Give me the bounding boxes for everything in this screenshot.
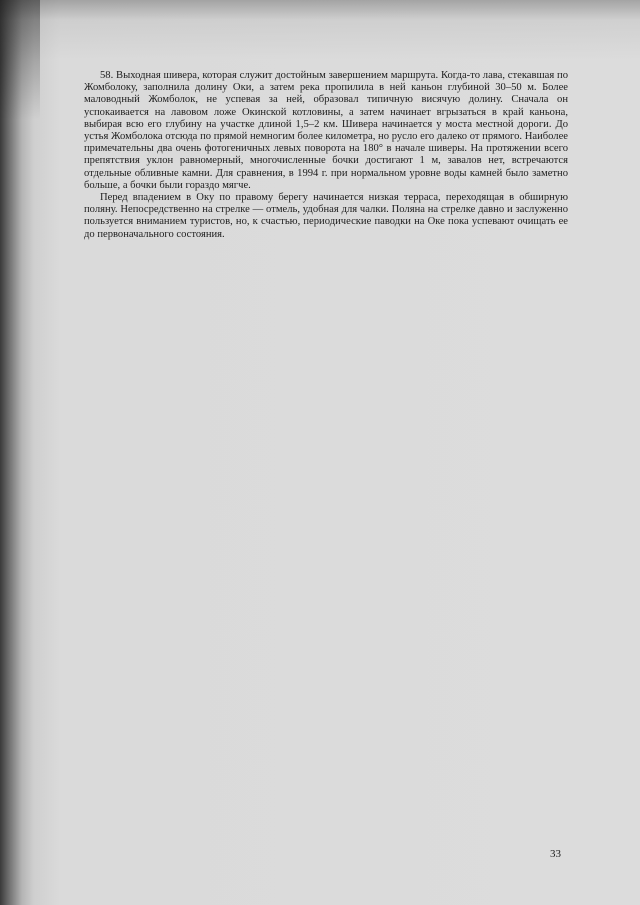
paragraph-1: 58. Выходная шивера, которая служит достойным завершением маршрута. Когда-то лава, стекавшая по Жомболоку, заполнила долину Оки, а затем река пропилила в ней каньон глубиной 30–50 м. Более маловодный Жомболок, не успевая за ней, образовал типичную висячую долину. Сначала он успокаивается на лавовом ложе Окинской котловины, а затем начинает вгрызаться в край каньона, выбирая всю его глубину на участке длиной 1,5–2 км. Шивера начинается у моста местной дороги. До устья Жомболока отсюда по прямой немногим более километра, но русло его далеко от прямого. Наиболее примечательны два очень фотогеничных левых поворота на 180° в начале шиверы. На протяжении всего препятствия уклон равномерный, многочисленные бочки достигают 1 м, завалов нет, встречаются отдельные обливные камни. Для сравнения, в 1994 г. при нормальном уровне воды камней было заметно больше, а бочки были гораздо мягче. — [84, 70, 568, 191]
body-text — [84, 70, 568, 241]
paragraph-2: Перед впадением в Оку по правому берегу начинается низкая терраса, переходящая в обширную поляну. Непосредственно на стрелке — отмель, удобная для чалки. Поляна на стрелке давно и заслуженно пользуется вниманием туристов, но, к счастью, периодические паводки на Оке пока успевают очищать ее до первоначального состояния. — [84, 192, 568, 240]
scan-shadow-left — [0, 0, 40, 905]
page-number: 33 — [550, 848, 561, 860]
scan-shadow-top — [0, 0, 640, 60]
